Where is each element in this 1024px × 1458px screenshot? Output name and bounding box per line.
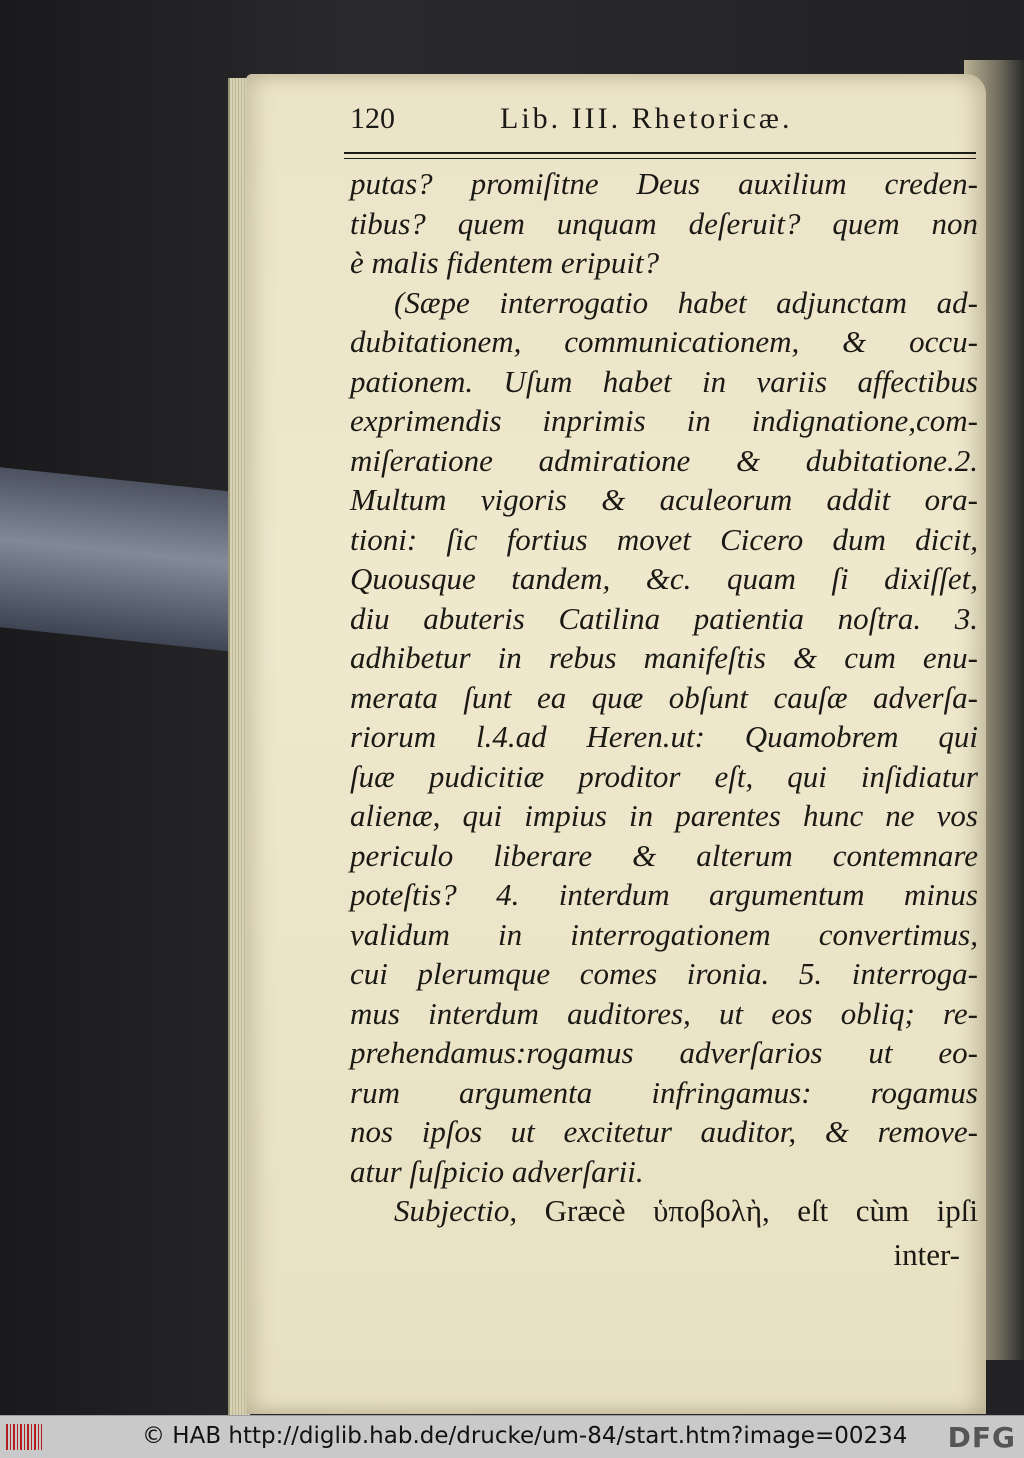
text-line: ſuæ pudicitiæ proditor eſt, qui inſidiatur [350, 758, 978, 794]
text-line: tioni: ſic fortius movet Cicero dum dicit, [350, 521, 978, 557]
text-line: merata ſunt ea quæ obſunt cauſæ adverſa- [350, 679, 978, 715]
page-header [342, 102, 982, 152]
text-line: Quousque tandem, &c. quam ſi dixiſſet, [350, 561, 978, 596]
text-line: exprimendis inprimis in indignatione,com- [350, 403, 978, 438]
text-line: diu abuteris Catilina patientia noſtra. 3. [350, 600, 978, 636]
final-line-roman: Græcè ὑποβολὴ, eſt cùm ipſi [544, 1193, 979, 1228]
text-line: è malis fidentem eripuit? [350, 245, 660, 280]
text-line: nos ipſos ut excitetur auditor, & remove- [350, 1114, 978, 1149]
text-line: tibus? quem unquam deſeruit? quem non [350, 205, 978, 241]
catchword: inter- [893, 1237, 960, 1272]
text-line: (Sæpe interrogatio habet adjunctam ad- [394, 284, 978, 320]
page-number: 120 [350, 102, 395, 135]
text-line: cui plerumque comes ironia. 5. interroga- [350, 956, 978, 991]
text-line: rum argumenta infringamus: rogamus [350, 1074, 978, 1110]
text-line: periculo liberare & alterum contemnare [350, 837, 978, 873]
footer-link[interactable]: © HAB http://diglib.hab.de/drucke/um-84/start.htm?image=00234 [142, 1423, 908, 1449]
text-line: dubitationem, communicationem, & occu- [350, 324, 978, 359]
text-line: putas? promiſitne Deus auxilium creden- [350, 166, 978, 201]
text-line: alienæ, qui impius in parentes hunc ne vos [350, 798, 978, 833]
text-line: prehendamus:rogamus adverſarios ut eo- [350, 1035, 978, 1070]
text-line: atur ſuſpicio adverſarii. [350, 1153, 644, 1189]
text-line: pationem. Uſum habet in variis affectibus [350, 363, 978, 399]
barcode-icon [6, 1424, 42, 1450]
dfg-logo: DFG [947, 1421, 1016, 1454]
running-title: Lib. III. Rhetoricæ. [500, 102, 793, 135]
footer-bar [0, 1415, 1024, 1458]
text-line: validum in interrogationem convertimus, [350, 916, 978, 952]
text-line: Multum vigoris & aculeorum addit ora- [350, 482, 978, 517]
text-line: adhibetur in rebus manifeſtis & cum enu- [350, 640, 978, 675]
text-line: mus interdum auditores, ut eos obliq; re- [350, 995, 978, 1031]
header-rule [344, 152, 976, 159]
body-text [350, 164, 978, 1231]
final-line-italic: Subjectio, [394, 1193, 518, 1228]
final-line [350, 1191, 978, 1231]
book-page [246, 74, 986, 1414]
text-line: poteſtis? 4. interdum argumentum minus [350, 877, 978, 912]
text-line: miſeratione admiratione & dubitatione.2. [350, 442, 978, 478]
text-line: riorum l.4.ad Heren.ut: Quamobrem qui [350, 719, 978, 754]
